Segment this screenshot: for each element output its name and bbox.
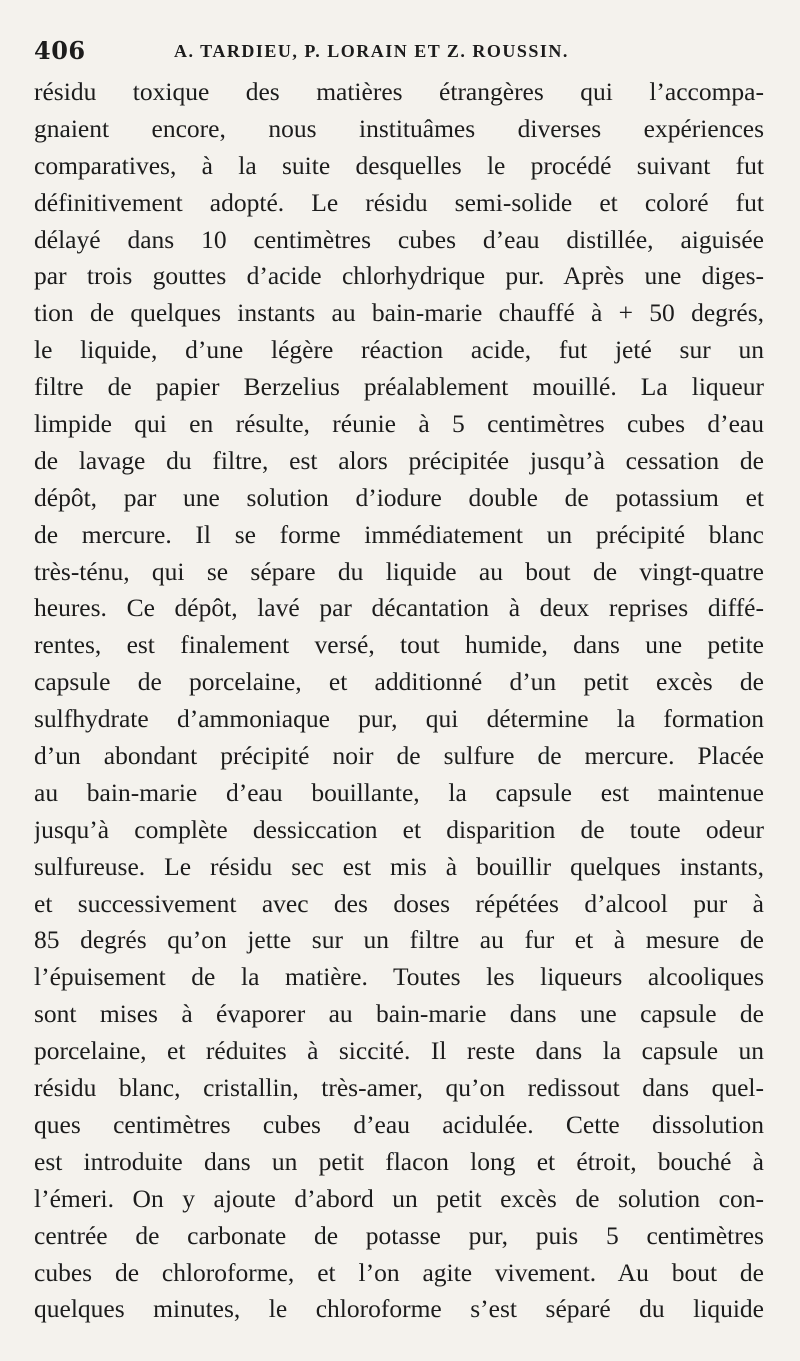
text-line: quelques minutes, le chloroforme s’est séparé du liquide (34, 1294, 764, 1324)
page-header (34, 36, 764, 68)
text-line: est introduite dans un petit flacon long et étroit, bouché à (34, 1146, 764, 1176)
text-line: tion de quelques instants au bain-marie chauffé à + 50 degrés, (34, 298, 764, 328)
text-line: ques centimètres cubes d’eau acidulée. Cette dissolution (34, 1109, 764, 1139)
body-text (34, 74, 764, 1328)
text-line: l’épuisement de la matière. Toutes les liqueurs alcooliques (34, 962, 764, 992)
page-number: 406 (34, 36, 86, 65)
text-line: l’émeri. On y ajoute d’abord un petit excès de solution con- (34, 1183, 764, 1213)
text-line: délayé dans 10 centimètres cubes d’eau distillée, aiguisée (34, 224, 764, 254)
text-line: par trois gouttes d’acide chlorhydrique pur. Après une diges- (34, 261, 764, 291)
text-line: au bain-marie d’eau bouillante, la capsule est maintenue (34, 777, 764, 807)
text-line: dépôt, par une solution d’iodure double de potassium et (34, 482, 764, 512)
text-line: le liquide, d’une légère réaction acide, fut jeté sur un (34, 335, 764, 365)
text-line: de lavage du filtre, est alors précipitée jusqu’à cessation de (34, 445, 764, 475)
text-line: d’un abondant précipité noir de sulfure de mercure. Placée (34, 741, 764, 771)
text-line: heures. Ce dépôt, lavé par décantation à deux reprises diffé- (34, 593, 764, 623)
text-line: capsule de porcelaine, et additionné d’un petit excès de (34, 667, 764, 697)
text-line: cubes de chloroforme, et l’on agite vivement. Au bout de (34, 1257, 764, 1287)
text-line: jusqu’à complète dessiccation et disparition de toute odeur (34, 814, 764, 844)
text-line: résidu blanc, cristallin, très-amer, qu’on redissout dans quel- (34, 1073, 764, 1103)
text-line: sulfureuse. Le résidu sec est mis à bouillir quelques instants, (34, 851, 764, 881)
text-line: de mercure. Il se forme immédiatement un précipité blanc (34, 519, 764, 549)
text-line: très-ténu, qui se sépare du liquide au bout de vingt-quatre (34, 556, 764, 586)
text-line: rentes, est finalement versé, tout humide, dans une petite (34, 630, 764, 660)
text-line: résidu toxique des matières étrangères qui l’accompa- (34, 77, 764, 106)
text-line: centrée de carbonate de potasse pur, puis 5 centimètres (34, 1220, 764, 1250)
text-line: et successivement avec des doses répétées d’alcool pur à (34, 888, 764, 918)
text-line: sont mises à évaporer au bain-marie dans une capsule de (34, 999, 764, 1029)
running-head: A. TARDIEU, P. LORAIN ET Z. ROUSSIN. (174, 41, 569, 61)
text-line: sulfhydrate d’ammoniaque pur, qui détermine la formation (34, 704, 764, 734)
text-line: gnaient encore, nous instituâmes diverses expériences (34, 113, 764, 143)
text-line: limpide qui en résulte, réunie à 5 centimètres cubes d’eau (34, 409, 764, 439)
text-line: filtre de papier Berzelius préalablement mouillé. La liqueur (34, 372, 764, 402)
text-line: porcelaine, et réduites à siccité. Il reste dans la capsule un (34, 1036, 764, 1066)
text-line: comparatives, à la suite desquelles le procédé suivant fut (34, 150, 764, 180)
text-line: 85 degrés qu’on jette sur un filtre au fur et à mesure de (34, 925, 764, 955)
text-line: définitivement adopté. Le résidu semi-solide et coloré fut (34, 187, 764, 217)
